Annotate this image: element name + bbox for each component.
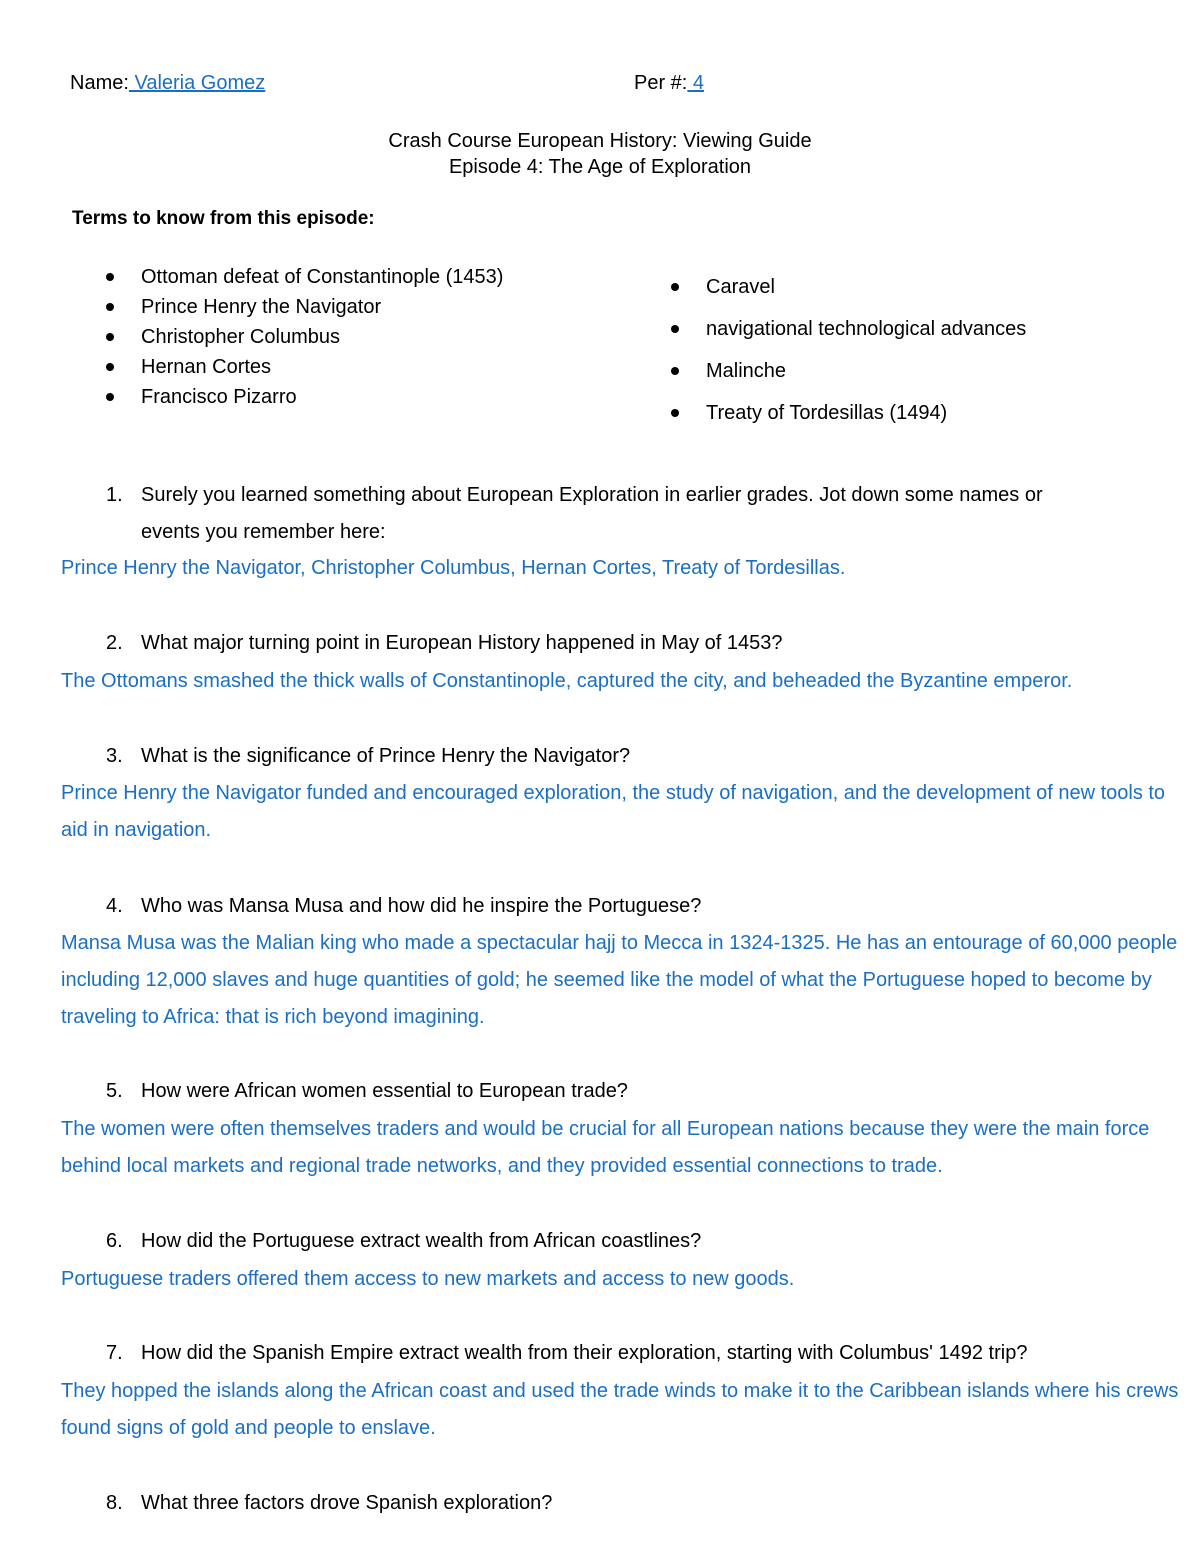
answer-5: The women were often themselves traders and would be crucial for all European nations because they were the main force behind local markets and regional trade networks, and they provided essential connections to trade.	[61, 1118, 1150, 1177]
question-text: Who was Mansa Musa and how did he inspire the Portuguese?	[141, 895, 702, 917]
question-1	[106, 477, 1101, 551]
question-7	[106, 1335, 1101, 1372]
term-item: Treaty of Tordesillas (1494)	[671, 399, 1026, 441]
name-label: Name:	[70, 72, 129, 94]
question-number: 8.	[106, 1492, 123, 1514]
question-number: 3.	[106, 745, 123, 767]
question-text: What major turning point in European History happened in May of 1453?	[141, 632, 783, 654]
answer-1: Prince Henry the Navigator, Christopher Columbus, Hernan Cortes, Treaty of Tordesillas.	[61, 557, 846, 579]
question-text: How did the Portuguese extract wealth from African coastlines?	[141, 1230, 702, 1252]
name-value: Valeria Gomez	[128, 72, 266, 94]
question-3	[106, 738, 1101, 775]
question-number: 7.	[106, 1342, 123, 1364]
question-number: 1.	[106, 484, 123, 506]
term-item: Malinche	[671, 357, 1026, 399]
term-item: Caravel	[671, 273, 1026, 315]
question-number: 5.	[106, 1080, 123, 1102]
term-item: Francisco Pizarro	[106, 384, 503, 414]
terms-heading: Terms to know from this episode:	[72, 208, 375, 229]
answer-3: Prince Henry the Navigator funded and encouraged exploration, the study of navigation, and the development of new tools to aid in navigation.	[61, 782, 1166, 841]
answer-2: The Ottomans smashed the thick walls of Constantinople, captured the city, and beheaded the Byzantine emperor.	[61, 670, 1073, 692]
question-8	[106, 1485, 1101, 1522]
question-5	[106, 1073, 1101, 1110]
term-item: Ottoman defeat of Constantinople (1453)	[106, 264, 503, 294]
question-2	[106, 625, 1101, 662]
question-text: How did the Spanish Empire extract wealth from their exploration, starting with Columbus' 1492 trip?	[141, 1342, 1028, 1364]
terms-list-right	[671, 273, 1026, 441]
terms-list-left	[106, 264, 503, 414]
answer-7: They hopped the islands along the African coast and used the trade winds to make it to the Caribbean islands where his crews found signs of gold and people to enslave.	[61, 1380, 1179, 1439]
question-text: What is the significance of Prince Henry the Navigator?	[141, 745, 631, 767]
answer-6: Portuguese traders offered them access to new markets and access to new goods.	[61, 1268, 795, 1290]
answer-4: Mansa Musa was the Malian king who made a spectacular hajj to Mecca in 1324-1325. He has an entourage of 60,000 people including 12,000 slaves and huge quantities of gold; he seemed like the model of what the Portuguese hoped to become by traveling to Africa: that is rich beyond imagining.	[61, 932, 1178, 1028]
question-number: 6.	[106, 1230, 123, 1252]
question-4	[106, 888, 1101, 925]
period-field	[634, 72, 704, 95]
term-item: Prince Henry the Navigator	[106, 294, 503, 324]
question-number: 2.	[106, 632, 123, 654]
question-text: How were African women essential to European trade?	[141, 1080, 628, 1102]
question-text: What three factors drove Spanish exploration?	[141, 1492, 553, 1514]
question-6	[106, 1223, 1101, 1260]
period-label: Per #:	[634, 72, 688, 94]
episode-title: Episode 4: The Age of Exploration	[448, 156, 752, 178]
question-number: 4.	[106, 895, 123, 917]
name-field	[70, 72, 265, 95]
question-text: Surely you learned something about European Exploration in earlier grades. Jot down some names or events you remember here:	[141, 484, 1043, 543]
term-item: navigational technological advances	[671, 315, 1026, 357]
term-item: Hernan Cortes	[106, 354, 503, 384]
term-item: Christopher Columbus	[106, 324, 503, 354]
period-value: 4	[687, 72, 705, 94]
document-title: Crash Course European History: Viewing Guide	[388, 130, 812, 152]
